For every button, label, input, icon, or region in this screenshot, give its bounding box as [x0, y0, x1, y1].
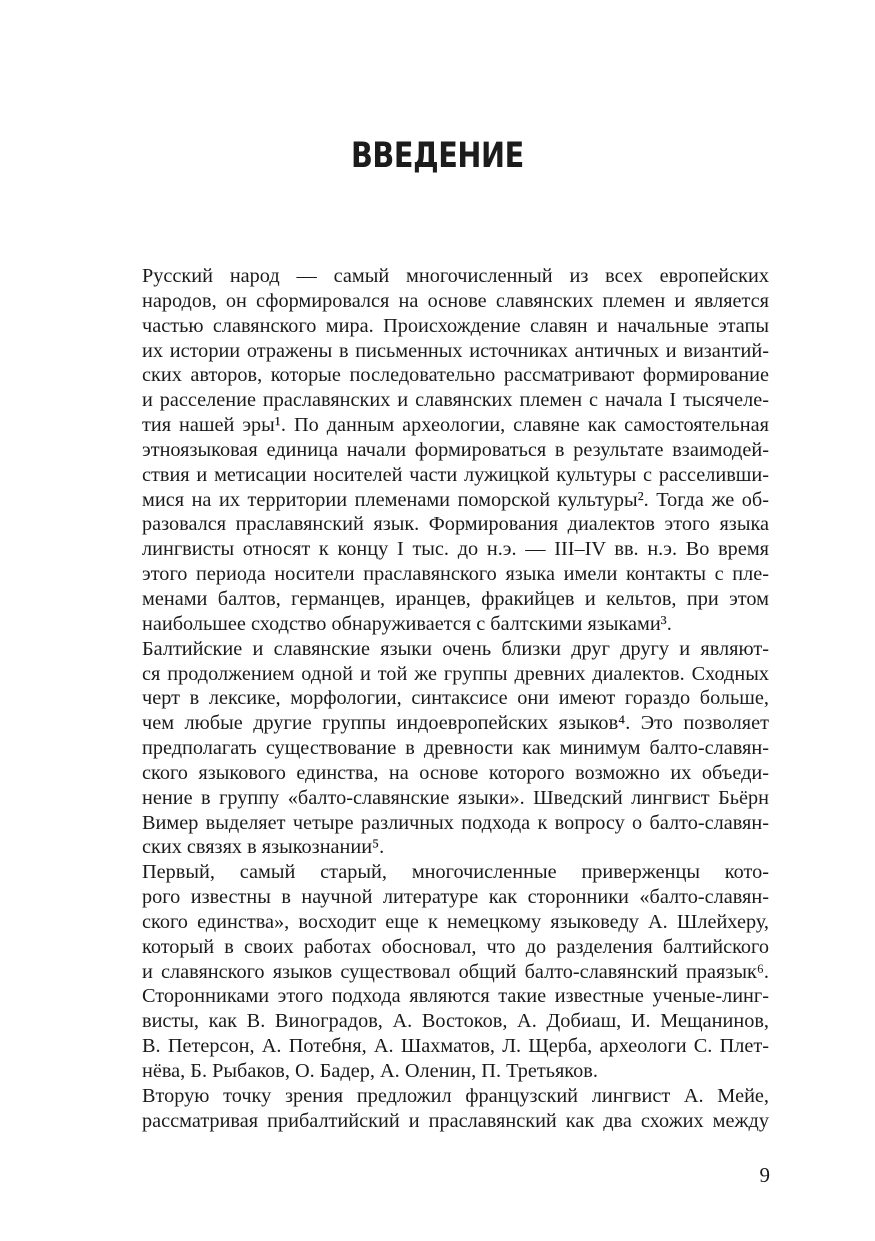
text-line: ского единства», восходит еще к немецкому языковеду А. Шлейхеру,: [142, 910, 769, 933]
text-line: ского языкового единства, на основе которого возможно их объеди-: [142, 761, 769, 784]
text-line: ствия и метисации носителей части лужицкой культуры с расселивши-: [142, 463, 769, 486]
text-line: черт в лексике, морфологии, синтаксисе они имеют гораздо больше,: [142, 687, 769, 710]
text-line: народов, он сформировался на основе славянских племен и является: [142, 289, 769, 312]
text-line: предполагать существование в древности как минимум балто-славян-: [142, 737, 769, 760]
text-line: который в своих работах обосновал, что до разделения балтийского: [142, 935, 769, 958]
text-line: тия нашей эры¹. По данным археологии, славяне как самостоятельная: [142, 414, 769, 437]
text-line: частью славянского мира. Происхождение славян и начальные этапы: [142, 314, 769, 337]
paragraph-2: [109, 637, 769, 861]
text-line: рого известны в научной литературе как сторонники «балто-славян-: [142, 886, 769, 909]
text-line: рассматривая прибалтийский и праславянский как два схожих между: [142, 1109, 769, 1132]
body-text: [109, 264, 769, 1134]
text-line: В. Петерсон, А. Потебня, А. Шахматов, Л. Щерба, археологи С. Плет-: [142, 1035, 769, 1058]
text-line: ся продолжением одной и той же группы древних диалектов. Сходных: [142, 662, 769, 685]
text-line: Русский народ — самый многочисленный из всех европейских: [142, 265, 769, 287]
text-line: Вторую точку зрения предложил французский лингвист А. Мейе,: [142, 1084, 769, 1107]
text-line: и славянского языков существовал общий балто-славянский праязык⁶.: [142, 960, 769, 983]
text-line: и расселение праславянских и славянских племен с начала I тысячеле-: [142, 389, 769, 412]
text-line: ских связях в языкознании⁵.: [142, 836, 385, 859]
paragraph-1: [109, 264, 769, 637]
text-line: их истории отражены в письменных источниках античных и византий-: [142, 339, 769, 362]
text-line: лингвисты относят к концу I тыс. до н.э. — III–IV вв. н.э. Во время: [142, 538, 769, 561]
page-number: 9: [759, 1163, 770, 1187]
text-line: мися на их территории племенами поморской культуры². Тогда же об-: [142, 488, 769, 511]
text-line: нение в группу «балто-славянские языки». Шведский лингвист Бьёрн: [142, 786, 769, 809]
text-line: этого периода носители праславянского языка имели контакты с пле-: [142, 563, 769, 586]
text-line: этноязыковая единица начали формироваться в результате взаимодей-: [142, 438, 769, 461]
paragraph-4: [109, 1084, 769, 1134]
text-line: Первый, самый старый, многочисленные приверженцы кото-: [142, 861, 769, 884]
text-line: ских авторов, которые последовательно рассматривают формирование: [142, 364, 769, 387]
text-line: менами балтов, германцев, иранцев, фракийцев и кельтов, при этом: [142, 587, 769, 610]
text-line: нёва, Б. Рыбаков, О. Бадер, А. Оленин, П. Третьяков.: [142, 1060, 598, 1082]
text-line: Балтийские и славянские языки очень близки друг другу и являют-: [142, 637, 769, 660]
text-line: разовался праславянский язык. Формирования диалектов этого языка: [142, 513, 769, 536]
text-line: Вимер выделяет четыре различных подхода к вопросу о балто-славян-: [142, 811, 769, 834]
paragraph-3: [109, 860, 769, 1084]
text-line: наибольшее сходство обнаруживается с балтскими языками³.: [142, 612, 672, 635]
text-line: чем любые другие группы индоевропейских языков⁴. Это позволяет: [142, 712, 769, 735]
chapter-heading: ВВЕДЕНИЕ: [350, 136, 524, 176]
text-line: Сторонниками этого подхода являются такие известные ученые-линг-: [142, 985, 769, 1008]
text-line: висты, как В. Виноградов, А. Востоков, А. Добиаш, И. Мещанинов,: [142, 1010, 769, 1033]
